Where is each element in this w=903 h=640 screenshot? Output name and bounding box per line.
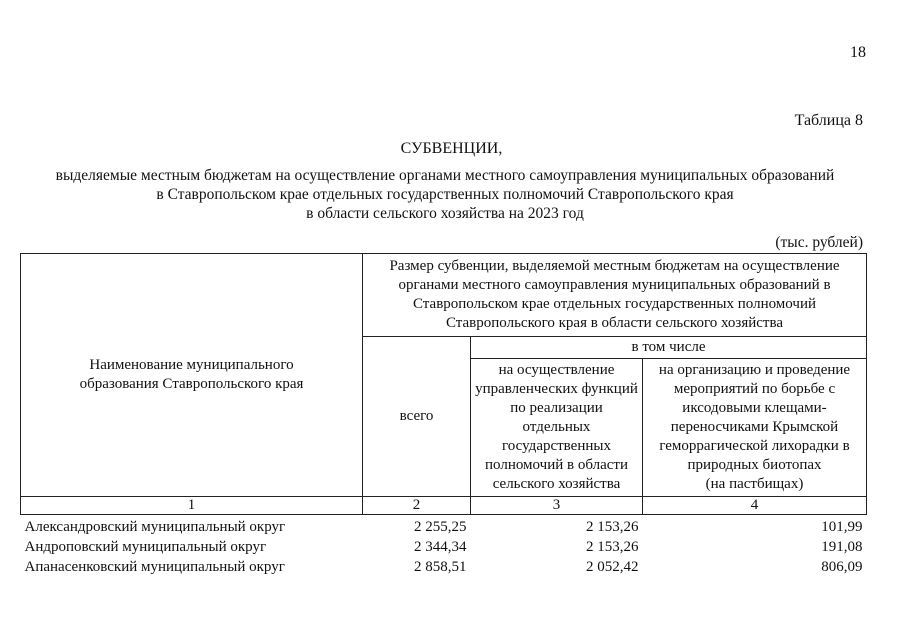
management-value: 2 052,42 — [586, 559, 639, 575]
ticks-value: 806,09 — [821, 559, 863, 575]
document-subtitle — [40, 166, 850, 223]
units-note: (тыс. рублей) — [775, 234, 863, 251]
header-subvention-group: Размер субвенции, выделяемой местным бюджетам на осуществление органами местного самоуправления муниципальных образований в Ставропольском крае отдельных государственных полномочий Ставропольского края в области сельского хозяйства — [363, 254, 867, 337]
column-number: 3 — [471, 497, 643, 515]
header-management-functions: на осуществление управленческих функций по реализации отдельных государственных полномочий в области сельского хозяйства — [471, 359, 643, 497]
ticks-value: 191,08 — [821, 539, 863, 555]
subtitle-line: в Ставропольском крае отдельных государственных полномочий Ставропольского края — [156, 186, 734, 203]
management-value: 2 153,26 — [586, 519, 639, 535]
subtitle-line: в области сельского хозяйства на 2023 год — [306, 205, 584, 222]
management-value: 2 153,26 — [586, 539, 639, 555]
header-municipality: Наименование муниципального образования Ставропольского края — [21, 254, 363, 497]
municipality-name: Александровский муниципальный округ — [24, 519, 286, 535]
header-total: всего — [363, 337, 471, 497]
table-row — [21, 515, 867, 538]
subtitle-line: выделяемые местным бюджетам на осуществление органами местного самоуправления муниципальных образований — [55, 167, 835, 184]
subventions-table — [20, 253, 867, 577]
page-number: 18 — [850, 44, 866, 61]
table-row — [21, 537, 867, 557]
total-value: 2 344,34 — [414, 539, 467, 555]
header-tick-control: на организацию и проведение мероприятий по борьбе с иксодовыми клещами- переносчиками Крымской геморрагической лихорадки в природных биотопах (на пастбищах) — [643, 359, 867, 497]
document-title: СУБВЕНЦИИ, — [400, 140, 503, 157]
table-row — [21, 557, 867, 577]
column-number: 4 — [643, 497, 867, 515]
total-value: 2 858,51 — [414, 559, 467, 575]
table-label: Таблица 8 — [794, 112, 863, 129]
column-number: 1 — [21, 497, 363, 515]
column-number: 2 — [363, 497, 471, 515]
municipality-name: Андроповский муниципальный округ — [24, 539, 267, 555]
total-value: 2 255,25 — [414, 519, 467, 535]
header-including: в том числе — [471, 337, 867, 359]
municipality-name: Апанасенковский муниципальный округ — [24, 559, 285, 575]
ticks-value: 101,99 — [821, 519, 863, 535]
